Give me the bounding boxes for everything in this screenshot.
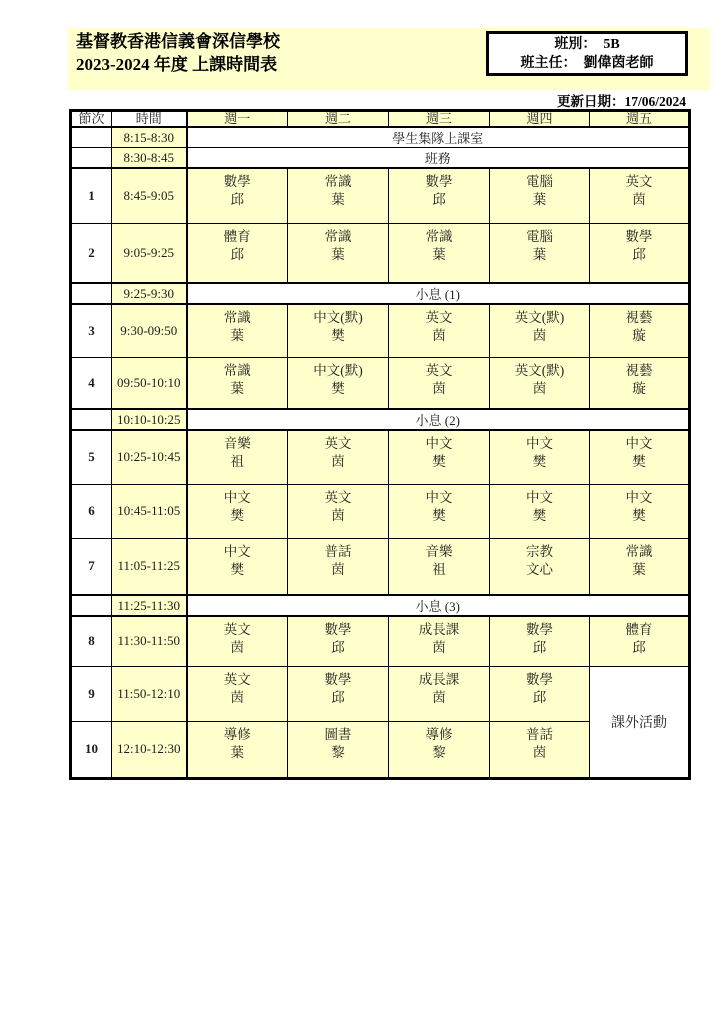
column-header: 節次 (71, 111, 112, 128)
period-number-cell: 8 (71, 616, 112, 666)
lesson-cell (389, 168, 490, 223)
teacher-label: 葉 (331, 246, 345, 262)
period-number-cell (71, 409, 112, 430)
teacher-label: 茵 (432, 689, 446, 705)
lesson-cell (187, 484, 288, 538)
break-row (71, 148, 690, 169)
subject-label: 宗教 (526, 543, 553, 559)
period-number-cell: 6 (71, 484, 112, 538)
teacher-label: 茵 (230, 689, 244, 705)
lesson-cell (187, 430, 288, 484)
class-info-box (486, 31, 688, 76)
lesson-cell (590, 616, 690, 666)
subject-label: 英文 (625, 174, 653, 189)
teacher-label: 茵 (432, 328, 446, 343)
subject-label: 中文(默) (313, 362, 363, 378)
school-name: 基督教香港信義會深信學校 (76, 32, 280, 51)
period-row (71, 430, 690, 484)
time-cell: 10:25-10:45 (112, 430, 187, 484)
teacher-label: 祖 (230, 454, 244, 469)
header-row (71, 111, 690, 128)
timetable-body (71, 111, 690, 779)
period-row (71, 666, 690, 721)
subject-label: 英文 (425, 310, 453, 325)
teacher-label: 璇 (632, 328, 646, 343)
time-cell: 11:30-11:50 (112, 616, 187, 666)
teacher-label: 茵 (432, 640, 446, 655)
subject-label: 常識 (625, 543, 653, 559)
teacher-label: 班主任： (520, 55, 577, 71)
break-row (71, 283, 690, 304)
subject-label: 體育 (223, 228, 251, 244)
lesson-cell (590, 484, 690, 538)
lesson-cell (389, 538, 490, 595)
teacher-label: 葉 (432, 246, 446, 262)
period-number-cell (71, 283, 112, 304)
time-cell: 09:50-10:10 (112, 357, 187, 409)
subject-label: 體育 (625, 622, 653, 637)
lesson-cell (389, 223, 490, 283)
lesson-cell (389, 430, 490, 484)
lesson-cell (490, 223, 590, 283)
subject-label: 中文 (526, 436, 553, 451)
teacher-label: 文心 (526, 561, 553, 577)
subject-label: 數學 (625, 228, 653, 244)
teacher-label: 樊 (432, 454, 446, 469)
full-width-label-cell: 學生集隊上課室 (187, 127, 690, 148)
lesson-cell (490, 304, 590, 357)
period-number-cell (71, 595, 112, 616)
subject-label: 英文(默) (514, 362, 565, 378)
update-date: 更新日期：17/06/2024 (556, 94, 686, 109)
lesson-cell (288, 168, 389, 223)
lesson-cell (187, 357, 288, 409)
lesson-cell (288, 357, 389, 409)
time-cell: 12:10-12:30 (112, 721, 187, 778)
period-row (71, 223, 690, 283)
class-value: 5B (603, 36, 620, 52)
teacher-line (521, 54, 654, 73)
teacher-label: 葉 (230, 328, 244, 343)
subject-label: 圖書 (324, 726, 352, 742)
class-label: 班別： (554, 36, 597, 52)
teacher-label: 樊 (331, 380, 345, 396)
subject-label: 數學 (324, 671, 352, 687)
column-header: 時間 (112, 111, 187, 128)
teacher-label: 葉 (230, 380, 244, 396)
lesson-cell (288, 666, 389, 721)
teacher-label: 葉 (230, 744, 244, 760)
teacher-label: 邱 (632, 640, 646, 655)
time-cell: 9:25-9:30 (112, 283, 187, 304)
teacher-label: 邱 (432, 192, 446, 207)
subject-label: 英文 (223, 622, 251, 637)
column-header: 週四 (490, 111, 590, 128)
timetable-subtitle: 2023-2024 年度 上課時間表 (76, 55, 278, 74)
lesson-cell (288, 223, 389, 283)
lesson-cell (187, 666, 288, 721)
teacher-label: 邱 (632, 246, 646, 262)
teacher-label: 黎 (331, 744, 345, 760)
lesson-cell (490, 721, 590, 778)
class-line (554, 35, 619, 54)
lesson-cell (389, 304, 490, 357)
lesson-cell (590, 168, 690, 223)
break-row (71, 409, 690, 430)
subject-label: 中文 (625, 489, 653, 505)
time-cell: 8:15-8:30 (112, 127, 187, 148)
lesson-cell (288, 538, 389, 595)
period-number-cell (71, 127, 112, 148)
teacher-label: 邱 (230, 246, 244, 262)
full-width-label-cell: 小息 (3) (187, 595, 690, 616)
full-width-label-cell: 班務 (187, 148, 690, 169)
full-width-label-cell: 小息 (2) (187, 409, 690, 430)
teacher-label: 邱 (230, 192, 244, 207)
teacher-label: 葉 (532, 192, 547, 207)
teacher-label: 茵 (632, 192, 646, 207)
lesson-cell (187, 223, 288, 283)
period-number-cell: 5 (71, 430, 112, 484)
break-row (71, 127, 690, 148)
subject-label: 數學 (223, 174, 251, 189)
lesson-cell (590, 357, 690, 409)
teacher-label: 璇 (632, 380, 646, 396)
teacher-label: 樊 (432, 507, 446, 523)
time-cell: 9:05-9:25 (112, 223, 187, 283)
timetable (69, 109, 691, 780)
teacher-label: 茵 (230, 640, 244, 655)
teacher-label: 茵 (331, 454, 345, 469)
subject-label: 視藝 (625, 310, 653, 325)
teacher-label: 祖 (432, 561, 446, 577)
subject-label: 中文 (223, 489, 251, 505)
teacher-label: 邱 (331, 640, 345, 655)
full-width-label-cell: 小息 (1) (187, 283, 690, 304)
subject-label: 數學 (526, 622, 553, 637)
lesson-cell (490, 168, 590, 223)
time-cell: 11:50-12:10 (112, 666, 187, 721)
lesson-cell (288, 430, 389, 484)
subject-label: 普話 (324, 543, 352, 559)
period-row (71, 304, 690, 357)
subject-label: 導修 (223, 726, 251, 742)
column-header: 週二 (288, 111, 389, 128)
lesson-cell (389, 357, 490, 409)
time-cell: 9:30-09:50 (112, 304, 187, 357)
subject-label: 普話 (526, 726, 553, 742)
time-cell: 10:10-10:25 (112, 409, 187, 430)
subject-label: 常識 (223, 310, 251, 325)
teacher-label: 茵 (331, 507, 345, 523)
page-title (76, 30, 280, 76)
lesson-cell (490, 430, 590, 484)
subject-label: 音樂 (425, 543, 453, 559)
lesson-cell (590, 223, 690, 283)
subject-label: 英文 (324, 436, 352, 451)
teacher-label: 邱 (532, 640, 547, 655)
lesson-cell (389, 666, 490, 721)
period-number-cell: 2 (71, 223, 112, 283)
period-number-cell: 1 (71, 168, 112, 223)
subject-label: 中文 (425, 489, 453, 505)
subject-label: 數學 (425, 174, 453, 189)
period-row (71, 538, 690, 595)
period-row (71, 484, 690, 538)
teacher-label: 茵 (532, 744, 547, 760)
subject-label: 英文(默) (514, 310, 565, 325)
subject-label: 英文 (425, 362, 453, 378)
lesson-cell (187, 168, 288, 223)
lesson-cell (187, 721, 288, 778)
time-cell: 10:45-11:05 (112, 484, 187, 538)
lesson-cell (590, 538, 690, 595)
subject-label: 常識 (324, 174, 352, 189)
lesson-cell (288, 304, 389, 357)
period-number-cell (71, 148, 112, 169)
time-cell: 8:45-9:05 (112, 168, 187, 223)
period-number-cell: 10 (71, 721, 112, 778)
teacher-label: 樊 (532, 454, 547, 469)
teacher-label: 葉 (331, 192, 345, 207)
teacher-label: 樊 (632, 454, 646, 469)
lesson-cell (389, 721, 490, 778)
period-number-cell: 4 (71, 357, 112, 409)
teacher-label: 葉 (632, 561, 646, 577)
subject-label: 視藝 (625, 362, 653, 378)
teacher-label: 茵 (331, 561, 345, 577)
teacher-label: 黎 (432, 744, 446, 760)
teacher-label: 茵 (532, 380, 547, 396)
teacher-label: 樊 (331, 328, 345, 343)
subject-label: 導修 (425, 726, 453, 742)
lesson-cell (389, 484, 490, 538)
subject-label: 常識 (324, 228, 352, 244)
lesson-cell (490, 357, 590, 409)
subject-label: 數學 (526, 671, 553, 687)
column-header: 週三 (389, 111, 490, 128)
subject-label: 英文 (223, 671, 251, 687)
period-number-cell: 3 (71, 304, 112, 357)
lesson-cell (590, 304, 690, 357)
teacher-label: 樊 (532, 507, 547, 523)
subject-label: 常識 (425, 228, 453, 244)
lesson-cell (187, 616, 288, 666)
period-number-cell: 9 (71, 666, 112, 721)
teacher-value: 劉偉茵老師 (583, 55, 654, 71)
lesson-cell (490, 616, 590, 666)
lesson-cell (590, 430, 690, 484)
column-header: 週五 (590, 111, 690, 128)
activity-cell: 課外活動 (590, 666, 690, 778)
lesson-cell (288, 484, 389, 538)
subject-label: 數學 (324, 622, 352, 637)
period-row (71, 168, 690, 223)
time-cell: 11:25-11:30 (112, 595, 187, 616)
teacher-label: 茵 (532, 328, 547, 343)
subject-label: 英文 (324, 489, 352, 505)
subject-label: 常識 (223, 362, 251, 378)
subject-label: 電腦 (526, 228, 553, 244)
subject-label: 電腦 (526, 174, 553, 189)
time-cell: 8:30-8:45 (112, 148, 187, 169)
lesson-cell (490, 538, 590, 595)
teacher-label: 樊 (230, 561, 244, 577)
lesson-cell (187, 304, 288, 357)
column-header: 週一 (187, 111, 288, 128)
subject-label: 音樂 (223, 436, 251, 451)
period-number-cell: 7 (71, 538, 112, 595)
subject-label: 中文(默) (313, 310, 363, 325)
subject-label: 成長課 (418, 671, 460, 687)
period-row (71, 616, 690, 666)
teacher-label: 邱 (331, 689, 345, 705)
lesson-cell (490, 666, 590, 721)
teacher-label: 樊 (230, 507, 244, 523)
lesson-cell (187, 538, 288, 595)
subject-label: 成長課 (418, 622, 460, 637)
subject-label: 中文 (425, 436, 453, 451)
teacher-label: 樊 (632, 507, 646, 523)
teacher-label: 邱 (532, 689, 547, 705)
lesson-cell (288, 721, 389, 778)
period-row (71, 357, 690, 409)
teacher-label: 葉 (532, 246, 547, 262)
subject-label: 中文 (526, 489, 553, 505)
time-cell: 11:05-11:25 (112, 538, 187, 595)
subject-label: 中文 (625, 436, 653, 451)
lesson-cell (288, 616, 389, 666)
lesson-cell (389, 616, 490, 666)
teacher-label: 茵 (432, 380, 446, 396)
subject-label: 中文 (223, 543, 251, 559)
lesson-cell (490, 484, 590, 538)
break-row (71, 595, 690, 616)
